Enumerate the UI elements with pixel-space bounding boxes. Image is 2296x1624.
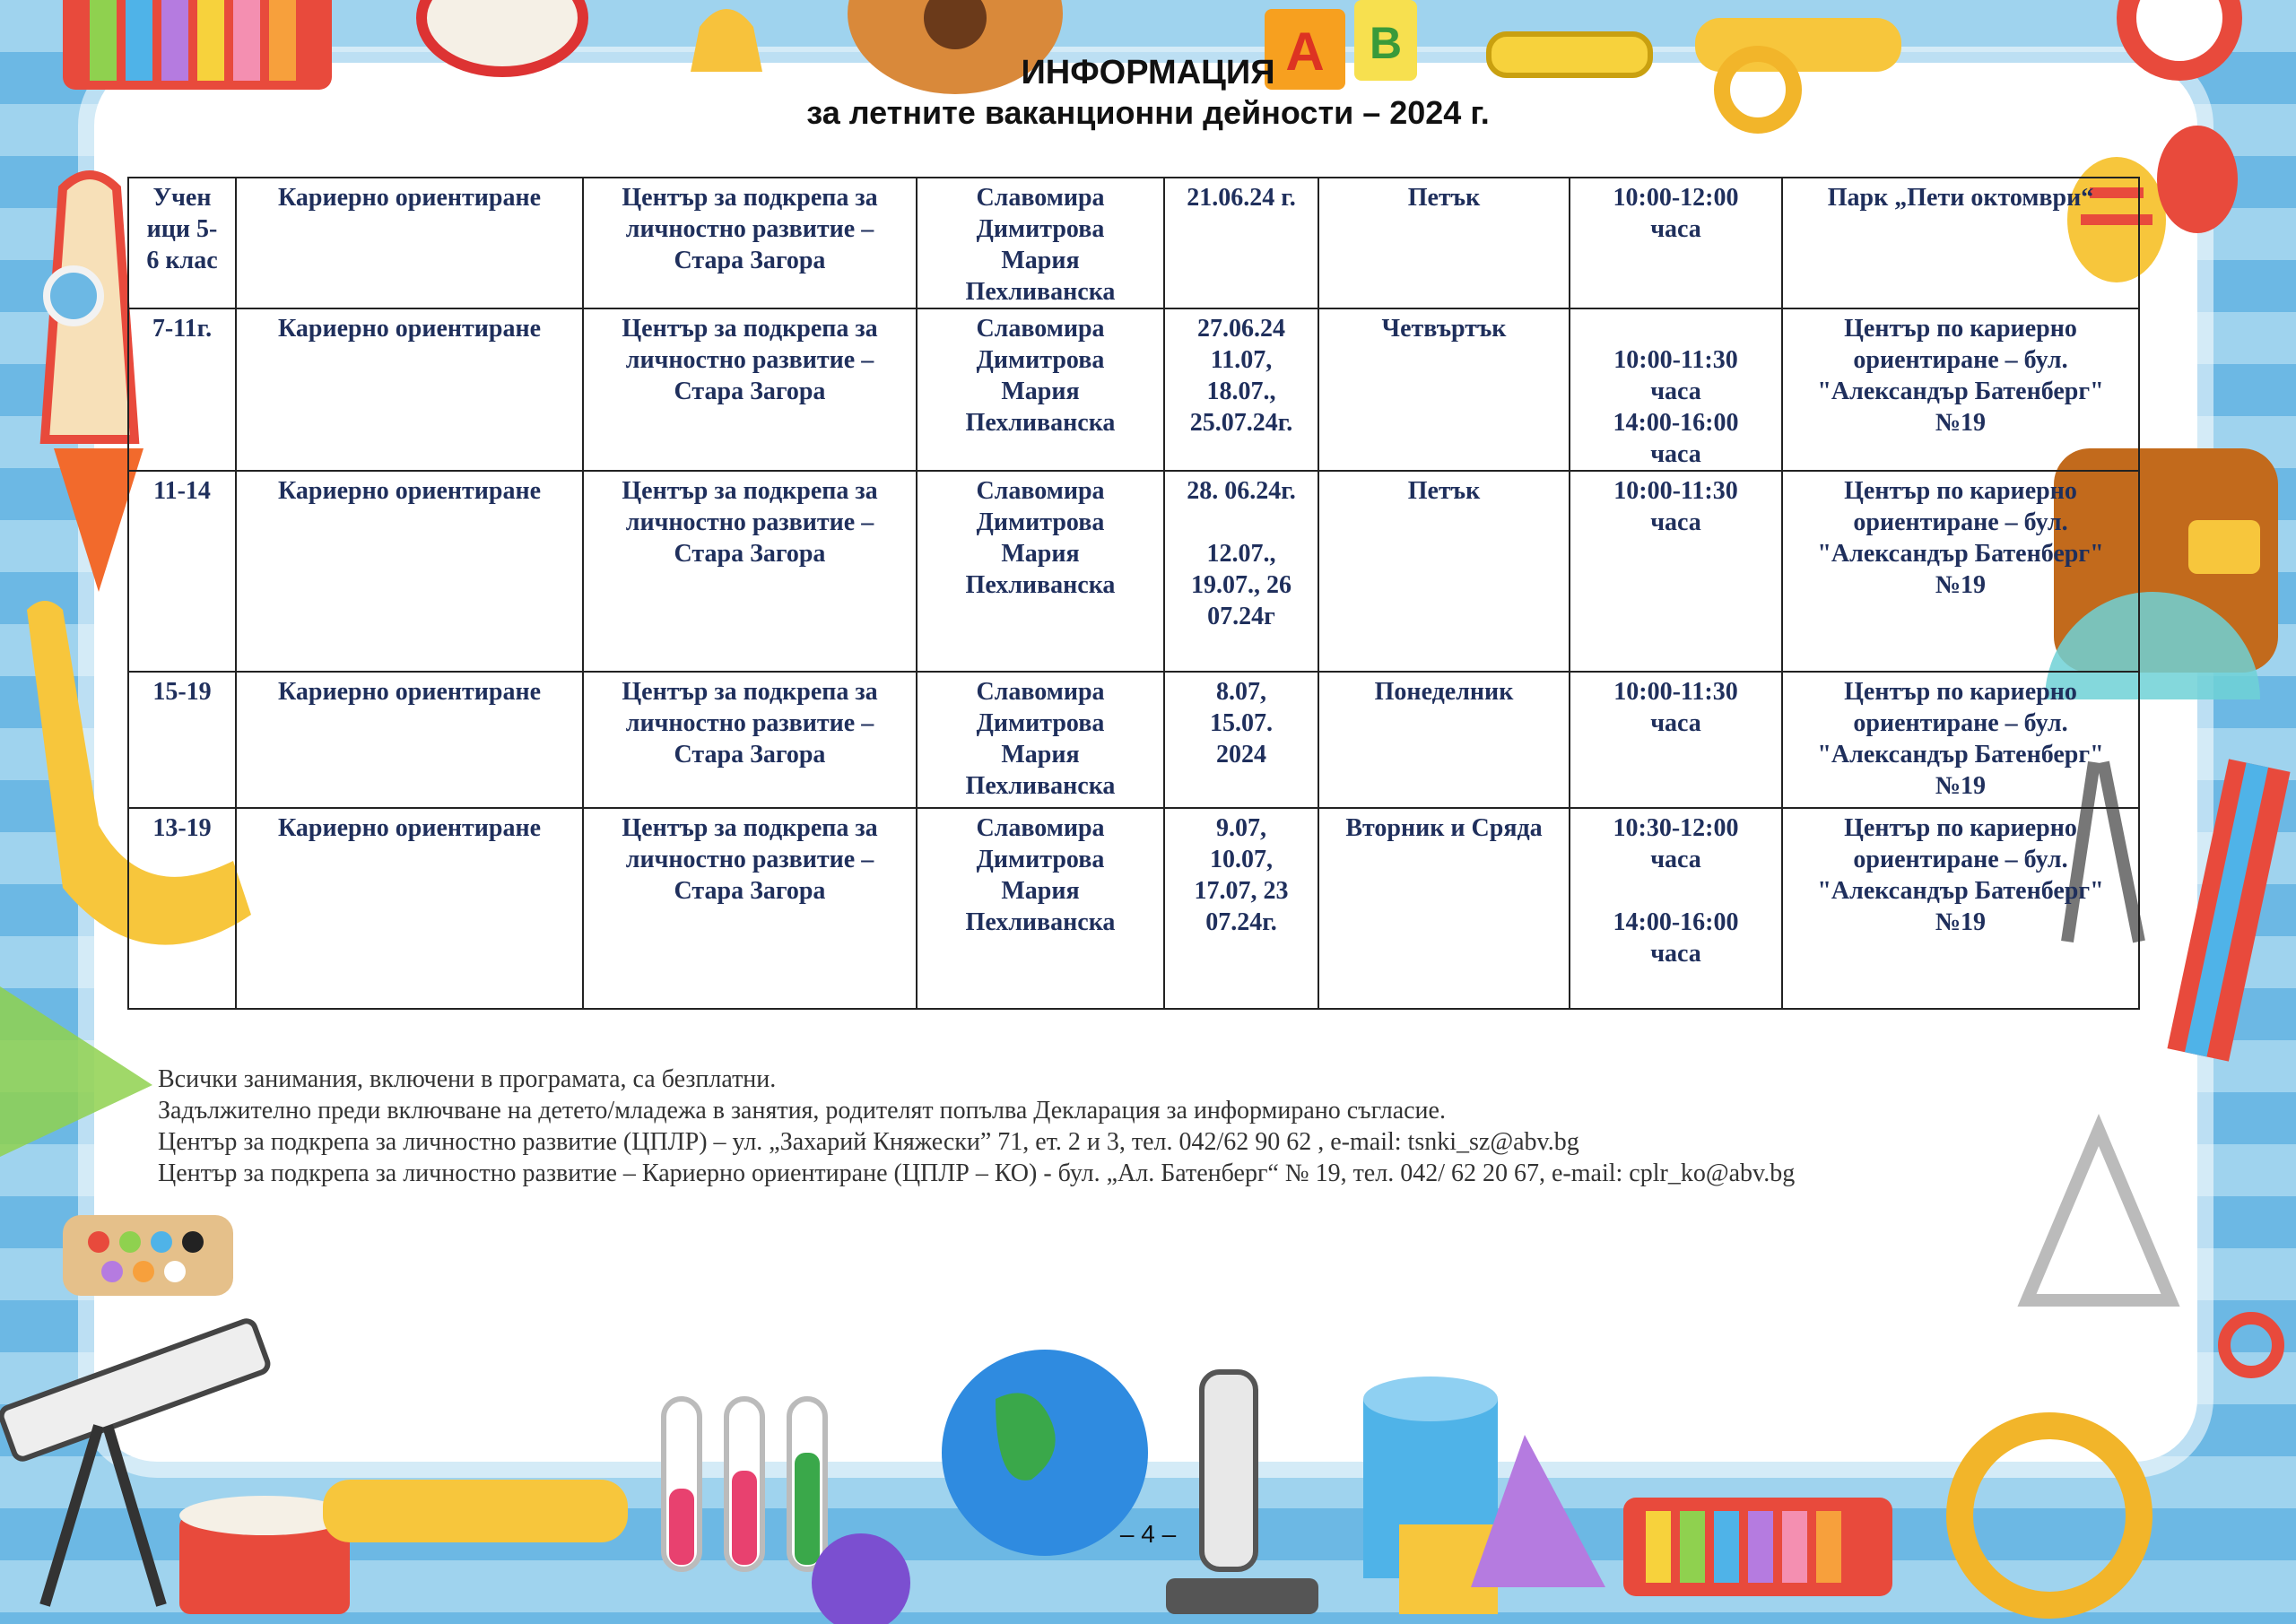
cell-day: Вторник и Сряда	[1318, 808, 1570, 1009]
cell-dates-line: 8.07,	[1216, 678, 1266, 706]
cell-dates-line: 07.24г	[1207, 603, 1275, 630]
cell-organizer	[583, 808, 917, 1009]
note-declaration: Задължително преди включване на детето/младежа в занятия, родителят попълва Декларация за информирано съгласие.	[158, 1097, 1446, 1125]
cell-organizer-line: Център за подкрепа за	[622, 184, 878, 212]
cell-staff-line: Мария	[1001, 741, 1080, 769]
cell-organizer-line: Център за подкрепа за	[622, 678, 878, 706]
cell-staff-line: Мария	[1001, 877, 1080, 905]
cell-time-line: часа	[1650, 378, 1701, 405]
title-heading: ИНФОРМАЦИЯ	[1021, 54, 1275, 91]
cell-dates-line: 10.07,	[1210, 846, 1273, 873]
cell-organizer-line: Стара Загора	[674, 540, 826, 568]
scissors-icon	[2224, 1318, 2278, 1372]
cell-staff-line: Димитрова	[976, 346, 1105, 374]
cell-time	[1570, 308, 1782, 471]
cell-staff-line: Димитрова	[976, 215, 1105, 243]
cell-dates-line	[1172, 507, 1310, 538]
french-horn-icon	[1960, 1426, 2139, 1605]
cell-time-line: 10:30-12:00	[1613, 814, 1739, 842]
cell-staff-line: Димитрова	[976, 709, 1105, 737]
cell-place-line: ориентиране – бул.	[1853, 709, 2068, 737]
cell-staff-line: Димитрова	[976, 508, 1105, 536]
cell-activity: Кариерно ориентиране	[236, 808, 583, 1009]
cell-dates-line: 12.07.,	[1206, 540, 1276, 568]
cell-age	[128, 471, 236, 672]
cell-place-line: "Александър Батенберг"	[1817, 378, 2104, 405]
cell-time	[1570, 808, 1782, 1009]
cell-time-line: часа	[1650, 508, 1701, 536]
cell-organizer-line: личностно развитие –	[625, 709, 874, 737]
cell-staff-line: Славомира	[976, 184, 1105, 212]
cell-time-line	[1578, 313, 1774, 344]
cell-time-line: часа	[1650, 709, 1701, 737]
cell-age	[128, 308, 236, 471]
cell-place-line: №19	[1935, 772, 1987, 800]
cell-staff-line: Славомира	[976, 315, 1105, 343]
cell-organizer-line: Стара Загора	[674, 247, 826, 274]
cell-organizer-line: личностно развитие –	[625, 846, 874, 873]
cell-organizer-line: личностно развитие –	[625, 508, 874, 536]
cell-staff-line: Славомира	[976, 477, 1105, 505]
set-square-icon	[0, 986, 152, 1157]
cell-staff-line: Димитрова	[976, 846, 1105, 873]
cell-staff-line: Пехливанска	[965, 571, 1116, 599]
cell-place	[1782, 178, 2139, 308]
cell-dates	[1164, 471, 1318, 672]
cell-organizer	[583, 672, 917, 808]
pencil-icon	[2167, 759, 2290, 1061]
cell-organizer-line: личностно развитие –	[625, 346, 874, 374]
cell-dates	[1164, 178, 1318, 308]
microscope-icon	[1166, 1372, 1318, 1614]
activities-table	[127, 177, 2140, 1010]
table-row	[128, 178, 2139, 308]
cell-dates-line: 19.07., 26	[1191, 571, 1292, 599]
cell-place	[1782, 808, 2139, 1009]
svg-text:B: B	[1369, 18, 1403, 68]
cell-age-line: ици 5-	[146, 215, 218, 243]
cell-place-line: ориентиране – бул.	[1853, 508, 2068, 536]
cell-place-line: №19	[1935, 571, 1987, 599]
cell-place-line: Център по кариерно	[1844, 814, 2077, 842]
cell-place-line: Център по кариерно	[1844, 678, 2077, 706]
cell-staff-line: Пехливанска	[965, 409, 1116, 437]
cell-staff-line: Славомира	[976, 678, 1105, 706]
cell-time-line: 10:00-11:30	[1613, 678, 1738, 706]
cell-age	[128, 672, 236, 808]
cell-staff	[917, 308, 1164, 471]
cell-staff-line: Пехливанска	[965, 772, 1116, 800]
cell-time-line: часа	[1650, 940, 1701, 968]
cell-dates-line: 2024	[1216, 741, 1266, 769]
cell-age-line: 11-14	[153, 477, 211, 505]
cell-place-line: №19	[1935, 409, 1987, 437]
cell-time-line: 10:00-12:00	[1613, 184, 1739, 212]
cell-day: Петък	[1318, 178, 1570, 308]
cell-organizer-line: Център за подкрепа за	[622, 814, 878, 842]
cell-staff	[917, 672, 1164, 808]
cell-place	[1782, 308, 2139, 471]
cell-time-line: часа	[1650, 846, 1701, 873]
cell-organizer-line: Стара Загора	[674, 877, 826, 905]
cell-dates-line: 27.06.24	[1197, 315, 1285, 343]
cell-place-line: Център по кариерно	[1844, 477, 2077, 505]
cell-organizer-line: Стара Загора	[674, 378, 826, 405]
cell-organizer-line: Център за подкрепа за	[622, 315, 878, 343]
table-row	[128, 471, 2139, 672]
svg-text:A: A	[1285, 22, 1325, 82]
cell-staff	[917, 178, 1164, 308]
cell-time	[1570, 178, 1782, 308]
cell-time-line: 14:00-16:00	[1613, 409, 1739, 437]
cell-age-line: 7-11г.	[152, 315, 213, 343]
cell-place-line: №19	[1935, 908, 1987, 936]
cell-place-line: "Александър Батенберг"	[1817, 877, 2104, 905]
cell-time-line: 10:00-11:30	[1613, 477, 1738, 505]
cell-time-line: 10:00-11:30	[1613, 346, 1738, 374]
cell-dates-line: 18.07.,	[1206, 378, 1276, 405]
cell-organizer-line: Стара Загора	[674, 741, 826, 769]
title-subheading: за летните ваканционни дейности – 2024 г.	[806, 94, 1490, 131]
cell-dates-line: 07.24г.	[1205, 908, 1277, 936]
cell-place-line: ориентиране – бул.	[1853, 346, 2068, 374]
cell-day: Петък	[1318, 471, 1570, 672]
cell-staff-line: Мария	[1001, 247, 1080, 274]
cell-organizer-line: личностно развитие –	[625, 215, 874, 243]
cell-age	[128, 808, 236, 1009]
note-contact-cplr: Център за подкрепа за личностно развитие (ЦПЛР) – ул. „Захарий Княжески” 71, ет. 2 и 3, тел. 042/62 90 62 , e-mail: tsnki_sz@abv.bg	[158, 1128, 1579, 1156]
table-body	[128, 178, 2139, 1009]
cell-age	[128, 178, 236, 308]
paint-palette-icon	[63, 1215, 233, 1296]
table-row	[128, 808, 2139, 1009]
cell-age-line: 15-19	[152, 678, 212, 706]
cell-age-line: Учен	[152, 184, 212, 212]
cell-staff	[917, 808, 1164, 1009]
document-title	[0, 52, 2296, 133]
cell-dates	[1164, 308, 1318, 471]
page-number: – 4 –	[1119, 1520, 1177, 1548]
cell-staff-line: Мария	[1001, 540, 1080, 568]
note-contact-cplr-ko: Център за подкрепа за личностно развитие – Кариерно ориентиране (ЦПЛР – КО) - бул. „Ал. Батенберг“ № 19, тел. 042/ 62 20 67, e-mail: cplr_ko@abv.bg	[158, 1159, 1796, 1187]
cell-age-line: 13-19	[152, 814, 212, 842]
cell-activity: Кариерно ориентиране	[236, 178, 583, 308]
cell-place-line: Център по кариерно	[1844, 315, 2077, 343]
cell-activity: Кариерно ориентиране	[236, 672, 583, 808]
cell-time	[1570, 672, 1782, 808]
cell-dates-line: 9.07,	[1216, 814, 1266, 842]
cell-dates-line: 21.06.24 г.	[1187, 184, 1296, 212]
cell-staff	[917, 471, 1164, 672]
cell-dates	[1164, 672, 1318, 808]
table-row	[128, 672, 2139, 808]
cell-place	[1782, 672, 2139, 808]
cell-activity: Кариерно ориентиране	[236, 308, 583, 471]
cell-staff-line: Пехливанска	[965, 908, 1116, 936]
notes-block	[158, 1064, 2176, 1189]
cell-organizer	[583, 471, 917, 672]
cell-place	[1782, 471, 2139, 672]
cell-time-line	[1578, 875, 1774, 907]
cell-organizer	[583, 308, 917, 471]
cell-staff-line: Мария	[1001, 378, 1080, 405]
cell-dates-line: 17.07, 23	[1194, 877, 1289, 905]
cell-staff-line: Пехливанска	[965, 278, 1116, 306]
cell-place-line: "Александър Батенберг"	[1817, 540, 2104, 568]
cell-place-line: Парк „Пети октомври“	[1827, 184, 2094, 212]
cell-dates-line: 25.07.24г.	[1189, 409, 1293, 437]
cell-day: Четвъртък	[1318, 308, 1570, 471]
note-free-activities: Всички занимания, включени в програмата, са безплатни.	[158, 1065, 777, 1093]
cell-dates	[1164, 808, 1318, 1009]
cell-activity: Кариерно ориентиране	[236, 471, 583, 672]
cell-dates-line: 11.07,	[1210, 346, 1273, 374]
cell-place-line: "Александър Батенберг"	[1817, 741, 2104, 769]
cell-time	[1570, 471, 1782, 672]
cell-dates-line: 28. 06.24г.	[1187, 477, 1296, 505]
cell-place-line: ориентиране – бул.	[1853, 846, 2068, 873]
cell-age-line: 6 клас	[146, 247, 218, 274]
cell-dates-line: 15.07.	[1210, 709, 1273, 737]
cell-time-line: 14:00-16:00	[1613, 908, 1739, 936]
cell-staff-line: Славомира	[976, 814, 1105, 842]
cell-time-line: часа	[1650, 440, 1701, 468]
cell-time-line: часа	[1650, 215, 1701, 243]
cell-organizer	[583, 178, 917, 308]
cell-day: Понеделник	[1318, 672, 1570, 808]
cell-organizer-line: Център за подкрепа за	[622, 477, 878, 505]
table-row	[128, 308, 2139, 471]
